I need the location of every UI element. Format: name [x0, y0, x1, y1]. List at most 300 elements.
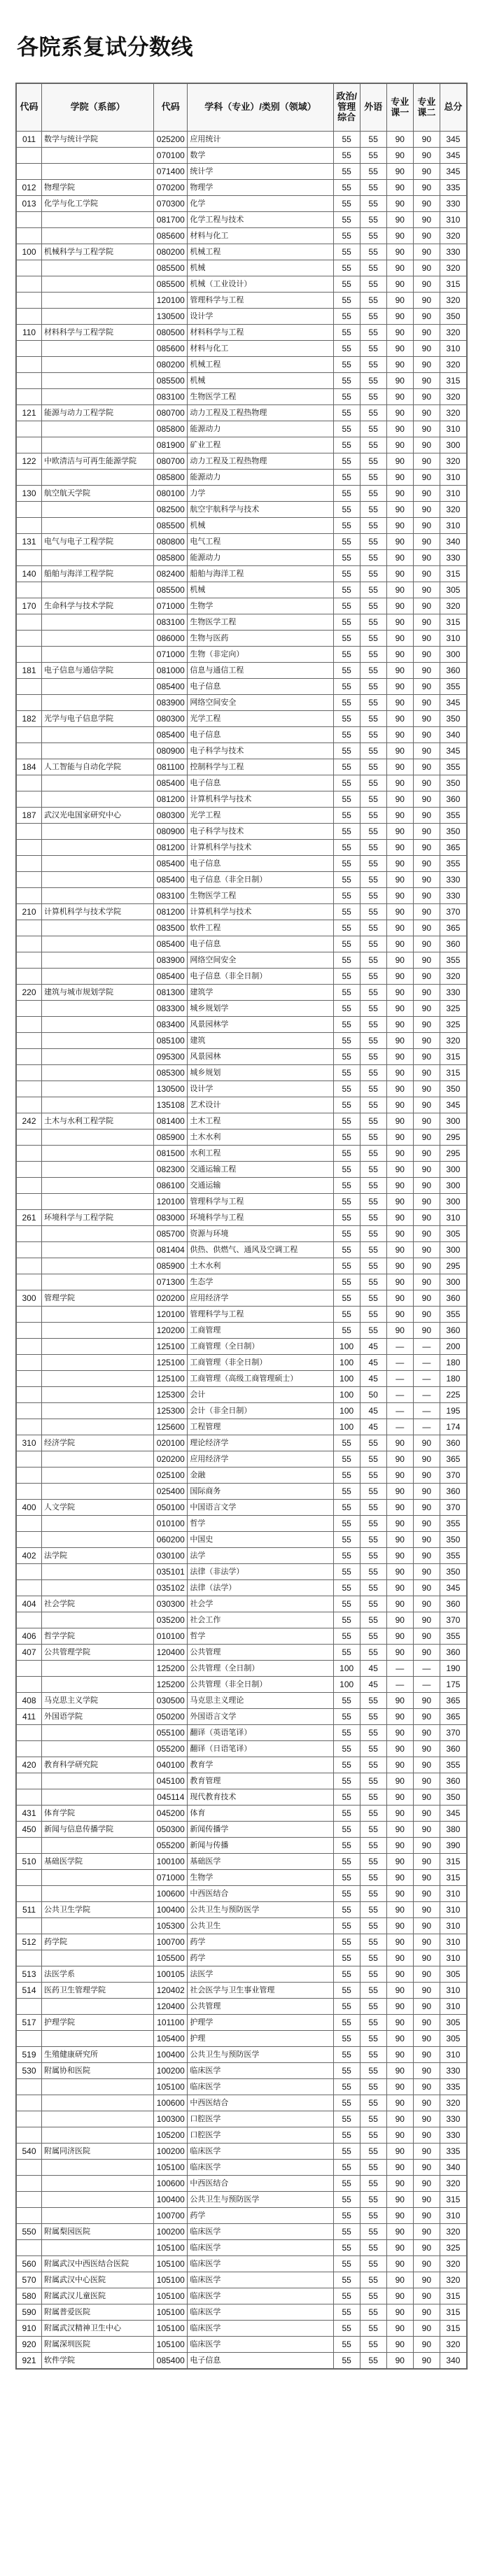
- cell-subject-code: 045200: [154, 1806, 188, 1822]
- cell-subject2: 90: [413, 2288, 440, 2304]
- cell-subject1: 90: [386, 1983, 413, 1999]
- cell-foreign: 55: [360, 1789, 386, 1806]
- cell-politics: 55: [333, 1548, 360, 1564]
- cell-college-code: 310: [17, 1435, 42, 1451]
- cell-college-code: [17, 1918, 42, 1934]
- cell-politics: 55: [333, 389, 360, 405]
- cell-subject-name: 口腔医学: [188, 2127, 333, 2144]
- cell-college-name: 附属同济医院: [42, 2144, 154, 2160]
- cell-college-name: [42, 1162, 154, 1178]
- cell-total: 315: [440, 1870, 466, 1886]
- cell-college-name: 航空航天学院: [42, 486, 154, 502]
- cell-college-name: 附属武汉中心医院: [42, 2272, 154, 2288]
- cell-total: 310: [440, 1950, 466, 1966]
- cell-subject-name: 中国语言文学: [188, 1500, 333, 1516]
- cell-subject-code: 083100: [154, 888, 188, 904]
- cell-total: 340: [440, 727, 466, 743]
- cell-college-name: 附属武汉精神卫生中心: [42, 2321, 154, 2337]
- cell-subject2: 90: [413, 2176, 440, 2192]
- cell-subject-code: 080700: [154, 453, 188, 470]
- cell-subject-name: 公共卫生与预防医学: [188, 2047, 333, 2063]
- page-title: 各院系复试分数线: [17, 34, 193, 60]
- cell-foreign: 55: [360, 325, 386, 341]
- cell-subject2: 90: [413, 969, 440, 985]
- header-college-code: 代码: [17, 84, 42, 132]
- cell-subject-name: 电子信息: [188, 2353, 333, 2369]
- cell-subject-code: 080300: [154, 711, 188, 727]
- cell-college-code: 513: [17, 1966, 42, 1983]
- cell-college-code: [17, 1097, 42, 1113]
- cell-politics: 55: [333, 453, 360, 470]
- cell-subject-name: 护理学: [188, 2015, 333, 2031]
- cell-college-name: [42, 1226, 154, 1242]
- cell-subject-name: 法学: [188, 1548, 333, 1564]
- cell-college-code: 411: [17, 1709, 42, 1725]
- cell-politics: 55: [333, 2079, 360, 2095]
- cell-subject1: 90: [386, 293, 413, 309]
- table-row: [17, 1612, 467, 1628]
- cell-politics: 55: [333, 1532, 360, 1548]
- cell-college-code: [17, 1162, 42, 1178]
- cell-politics: 55: [333, 1435, 360, 1451]
- cell-total: 345: [440, 132, 466, 148]
- cell-total: 360: [440, 936, 466, 952]
- cell-subject-name: 现代教育技术: [188, 1789, 333, 1806]
- cell-subject-name: 计算机科学与技术: [188, 840, 333, 856]
- cell-subject-code: 083400: [154, 1017, 188, 1033]
- cell-politics: 55: [333, 1838, 360, 1854]
- cell-college-code: [17, 1580, 42, 1596]
- cell-subject-name: 公共管理: [188, 1999, 333, 2015]
- cell-subject1: 90: [386, 1902, 413, 1918]
- cell-college-name: 公共卫生学院: [42, 1902, 154, 1918]
- cell-subject-name: 机械: [188, 518, 333, 534]
- cell-subject-code: 100200: [154, 2224, 188, 2240]
- cell-subject-code: 081300: [154, 985, 188, 1001]
- cell-subject2: 90: [413, 1773, 440, 1789]
- cell-total: 330: [440, 550, 466, 566]
- cell-subject2: 90: [413, 808, 440, 824]
- table-row: [17, 1307, 467, 1323]
- cell-subject-name: 信息与通信工程: [188, 663, 333, 679]
- cell-subject1: —: [386, 1403, 413, 1419]
- cell-college-code: 121: [17, 405, 42, 421]
- cell-subject-name: 应用经济学: [188, 1451, 333, 1468]
- cell-total: 320: [440, 969, 466, 985]
- cell-politics: 55: [333, 228, 360, 244]
- cell-college-code: 590: [17, 2304, 42, 2321]
- cell-subject-code: 025100: [154, 1468, 188, 1484]
- cell-subject-name: 法律（非法学）: [188, 1564, 333, 1580]
- cell-college-code: [17, 582, 42, 598]
- cell-total: 310: [440, 1210, 466, 1226]
- cell-subject1: 90: [386, 1918, 413, 1934]
- table-row: [17, 1741, 467, 1757]
- cell-foreign: 55: [360, 1709, 386, 1725]
- cell-subject-name: 控制科学与工程: [188, 759, 333, 775]
- cell-subject-code: 085400: [154, 679, 188, 695]
- cell-college-name: 生殖健康研究所: [42, 2047, 154, 2063]
- cell-college-code: [17, 1081, 42, 1097]
- cell-politics: 100: [333, 1419, 360, 1435]
- cell-subject-name: 力学: [188, 486, 333, 502]
- cell-subject-code: 085500: [154, 276, 188, 293]
- cell-subject2: 90: [413, 2127, 440, 2144]
- cell-college-name: [42, 518, 154, 534]
- cell-foreign: 55: [360, 1806, 386, 1822]
- cell-college-code: 580: [17, 2288, 42, 2304]
- table-row: [17, 2240, 467, 2256]
- cell-subject2: 90: [413, 952, 440, 969]
- cell-subject1: 90: [386, 1290, 413, 1307]
- cell-subject2: 90: [413, 1001, 440, 1017]
- cell-subject-code: 083000: [154, 1210, 188, 1226]
- cell-politics: 55: [333, 437, 360, 453]
- cell-total: 330: [440, 872, 466, 888]
- cell-politics: 55: [333, 2031, 360, 2047]
- cell-total: 320: [440, 2337, 466, 2353]
- cell-college-code: [17, 293, 42, 309]
- cell-subject1: 90: [386, 1129, 413, 1146]
- cell-total: 320: [440, 260, 466, 276]
- table-row: [17, 2095, 467, 2111]
- cell-college-name: [42, 1049, 154, 1065]
- cell-subject2: 90: [413, 759, 440, 775]
- table-row: [17, 1886, 467, 1902]
- cell-foreign: 55: [360, 534, 386, 550]
- cell-foreign: 55: [360, 614, 386, 631]
- cell-foreign: 55: [360, 1870, 386, 1886]
- table-row: [17, 2063, 467, 2079]
- cell-subject-code: 085100: [154, 1033, 188, 1049]
- cell-foreign: 55: [360, 132, 386, 148]
- table-row: [17, 2192, 467, 2208]
- cell-politics: 55: [333, 1307, 360, 1323]
- cell-subject-name: 能源动力: [188, 421, 333, 437]
- cell-subject-name: 公共卫生与预防医学: [188, 1902, 333, 1918]
- cell-subject2: 90: [413, 2321, 440, 2337]
- cell-foreign: 55: [360, 1580, 386, 1596]
- cell-subject1: 90: [386, 244, 413, 260]
- table-row: [17, 1950, 467, 1966]
- cell-politics: 55: [333, 840, 360, 856]
- cell-politics: 55: [333, 1323, 360, 1339]
- cell-college-name: 法医学系: [42, 1966, 154, 1983]
- cell-politics: 55: [333, 2321, 360, 2337]
- cell-college-code: [17, 1033, 42, 1049]
- cell-politics: 55: [333, 1596, 360, 1612]
- cell-politics: 55: [333, 373, 360, 389]
- cell-total: 355: [440, 679, 466, 695]
- cell-subject-code: 125200: [154, 1677, 188, 1693]
- cell-total: 195: [440, 1403, 466, 1419]
- cell-subject2: 90: [413, 470, 440, 486]
- cell-foreign: 55: [360, 212, 386, 228]
- cell-subject1: 90: [386, 904, 413, 920]
- cell-subject2: 90: [413, 2272, 440, 2288]
- cell-subject-name: 计算机科学与技术: [188, 904, 333, 920]
- cell-subject2: 90: [413, 1258, 440, 1274]
- cell-subject2: —: [413, 1419, 440, 1435]
- cell-college-code: [17, 1741, 42, 1757]
- cell-total: 345: [440, 148, 466, 164]
- cell-college-code: [17, 952, 42, 969]
- cell-subject1: 90: [386, 1274, 413, 1290]
- cell-total: 365: [440, 920, 466, 936]
- cell-college-name: [42, 1194, 154, 1210]
- cell-total: 200: [440, 1339, 466, 1355]
- cell-college-code: 408: [17, 1693, 42, 1709]
- cell-subject-name: 临床医学: [188, 2063, 333, 2079]
- cell-total: 320: [440, 293, 466, 309]
- cell-college-name: [42, 1001, 154, 1017]
- cell-college-name: [42, 679, 154, 695]
- table-row: [17, 582, 467, 598]
- cell-subject2: 90: [413, 1210, 440, 1226]
- cell-subject1: 90: [386, 582, 413, 598]
- cell-subject2: 90: [413, 598, 440, 614]
- cell-foreign: 55: [360, 1468, 386, 1484]
- cell-subject-code: 100700: [154, 1934, 188, 1950]
- cell-subject-name: 电子科学与技术: [188, 743, 333, 759]
- table-row: [17, 775, 467, 791]
- table-row: [17, 1017, 467, 1033]
- table-row: [17, 325, 467, 341]
- cell-foreign: 55: [360, 2256, 386, 2272]
- cell-subject-name: 工商管理（非全日制）: [188, 1355, 333, 1371]
- cell-subject-code: 105100: [154, 2256, 188, 2272]
- cell-subject-code: 083100: [154, 614, 188, 631]
- cell-subject2: 90: [413, 389, 440, 405]
- cell-college-name: [42, 775, 154, 791]
- table-row: [17, 1484, 467, 1500]
- cell-subject-name: 社会工作: [188, 1612, 333, 1628]
- table-row: [17, 743, 467, 759]
- cell-college-code: [17, 1950, 42, 1966]
- cell-college-name: [42, 856, 154, 872]
- cell-foreign: 45: [360, 1339, 386, 1355]
- cell-foreign: 55: [360, 566, 386, 582]
- cell-college-code: [17, 1886, 42, 1902]
- cell-subject2: 90: [413, 228, 440, 244]
- cell-subject1: 90: [386, 920, 413, 936]
- cell-subject1: 90: [386, 2063, 413, 2079]
- cell-foreign: 55: [360, 985, 386, 1001]
- cell-subject-name: 建筑学: [188, 985, 333, 1001]
- cell-college-code: 140: [17, 566, 42, 582]
- cell-college-name: [42, 1580, 154, 1596]
- cell-college-name: 建筑与城市规划学院: [42, 985, 154, 1001]
- cell-subject2: 90: [413, 904, 440, 920]
- cell-total: 355: [440, 1628, 466, 1645]
- cell-college-code: [17, 1258, 42, 1274]
- table-row: [17, 2031, 467, 2047]
- cell-politics: 55: [333, 711, 360, 727]
- cell-total: 305: [440, 1226, 466, 1242]
- cell-college-name: 材料科学与工程学院: [42, 325, 154, 341]
- cell-subject1: 90: [386, 2192, 413, 2208]
- cell-subject1: 90: [386, 2256, 413, 2272]
- cell-total: 360: [440, 1741, 466, 1757]
- cell-subject1: 90: [386, 1854, 413, 1870]
- table-row: [17, 373, 467, 389]
- cell-college-code: 920: [17, 2337, 42, 2353]
- cell-college-name: [42, 1612, 154, 1628]
- cell-total: 355: [440, 952, 466, 969]
- cell-foreign: 55: [360, 1242, 386, 1258]
- cell-subject-code: 120200: [154, 1323, 188, 1339]
- cell-total: 360: [440, 1484, 466, 1500]
- cell-college-name: [42, 1564, 154, 1580]
- cell-politics: 55: [333, 647, 360, 663]
- cell-politics: 55: [333, 2160, 360, 2176]
- cell-politics: 55: [333, 2015, 360, 2031]
- cell-subject2: 90: [413, 1612, 440, 1628]
- cell-subject2: 90: [413, 1468, 440, 1484]
- table-row: [17, 1162, 467, 1178]
- cell-subject-name: 生物与医药: [188, 631, 333, 647]
- cell-subject-name: 临床医学: [188, 2144, 333, 2160]
- cell-college-name: 计算机科学与技术学院: [42, 904, 154, 920]
- cell-college-name: 电气与电子工程学院: [42, 534, 154, 550]
- cell-subject2: 90: [413, 1113, 440, 1129]
- cell-subject-code: 100200: [154, 2144, 188, 2160]
- cell-college-name: [42, 1178, 154, 1194]
- cell-subject1: 90: [386, 1806, 413, 1822]
- cell-subject2: 90: [413, 775, 440, 791]
- cell-subject1: 90: [386, 1484, 413, 1500]
- cell-foreign: 55: [360, 679, 386, 695]
- cell-college-name: [42, 1097, 154, 1113]
- table-row: [17, 1854, 467, 1870]
- cell-foreign: 55: [360, 2321, 386, 2337]
- cell-total: 320: [440, 357, 466, 373]
- cell-subject-code: 081000: [154, 663, 188, 679]
- cell-subject1: 90: [386, 389, 413, 405]
- cell-subject-code: 125300: [154, 1387, 188, 1403]
- cell-subject1: 90: [386, 2208, 413, 2224]
- cell-politics: 100: [333, 1355, 360, 1371]
- cell-subject-code: 085500: [154, 582, 188, 598]
- cell-politics: 55: [333, 1693, 360, 1709]
- table-row: [17, 389, 467, 405]
- cell-college-name: [42, 647, 154, 663]
- cell-subject-code: 085600: [154, 341, 188, 357]
- cell-total: 310: [440, 2208, 466, 2224]
- cell-politics: 55: [333, 1081, 360, 1097]
- cell-subject-code: 085300: [154, 1065, 188, 1081]
- cell-college-code: [17, 872, 42, 888]
- table-row: [17, 244, 467, 260]
- cell-subject-code: 105400: [154, 2031, 188, 2047]
- cell-subject2: 90: [413, 132, 440, 148]
- cell-subject-code: 095300: [154, 1049, 188, 1065]
- table-row: [17, 550, 467, 566]
- cell-foreign: 45: [360, 1419, 386, 1435]
- cell-subject2: —: [413, 1403, 440, 1419]
- cell-subject2: 90: [413, 2111, 440, 2127]
- table-row: [17, 1451, 467, 1468]
- cell-subject2: 90: [413, 824, 440, 840]
- cell-foreign: 55: [360, 164, 386, 180]
- cell-foreign: 55: [360, 840, 386, 856]
- cell-subject2: 90: [413, 212, 440, 228]
- cell-subject-code: 105100: [154, 2240, 188, 2256]
- cell-foreign: 55: [360, 1934, 386, 1950]
- cell-total: 360: [440, 1596, 466, 1612]
- cell-total: 370: [440, 1725, 466, 1741]
- cell-subject-name: 临床医学: [188, 2079, 333, 2095]
- table-row: [17, 1999, 467, 2015]
- cell-politics: 55: [333, 2127, 360, 2144]
- cell-politics: 55: [333, 1065, 360, 1081]
- cell-college-code: 420: [17, 1757, 42, 1773]
- cell-subject1: 90: [386, 148, 413, 164]
- table-row: [17, 437, 467, 453]
- cell-total: 355: [440, 1548, 466, 1564]
- cell-total: 320: [440, 2095, 466, 2111]
- cell-college-name: [42, 357, 154, 373]
- cell-subject1: 90: [386, 2304, 413, 2321]
- cell-subject2: 90: [413, 2256, 440, 2272]
- cell-subject-code: 035200: [154, 1612, 188, 1628]
- cell-politics: 55: [333, 1242, 360, 1258]
- cell-subject-name: 设计学: [188, 1081, 333, 1097]
- cell-college-code: 550: [17, 2224, 42, 2240]
- table-row: [17, 2256, 467, 2272]
- table-row: [17, 2144, 467, 2160]
- cell-college-code: 012: [17, 180, 42, 196]
- cell-subject2: 90: [413, 1596, 440, 1612]
- cell-subject1: —: [386, 1371, 413, 1387]
- cell-politics: 100: [333, 1371, 360, 1387]
- table-row: [17, 1226, 467, 1242]
- cell-college-code: [17, 1387, 42, 1403]
- cell-college-code: [17, 1403, 42, 1419]
- cell-subject-name: 电子信息: [188, 679, 333, 695]
- cell-subject-name: 风景园林学: [188, 1017, 333, 1033]
- cell-politics: 55: [333, 196, 360, 212]
- cell-foreign: 55: [360, 1033, 386, 1049]
- cell-college-name: 经济学院: [42, 1435, 154, 1451]
- cell-subject-name: 生物医学工程: [188, 389, 333, 405]
- cell-foreign: 55: [360, 357, 386, 373]
- cell-college-name: [42, 1274, 154, 1290]
- cell-foreign: 55: [360, 2208, 386, 2224]
- table-row: [17, 164, 467, 180]
- table-row: [17, 1966, 467, 1983]
- cell-total: 330: [440, 2111, 466, 2127]
- cell-subject1: 90: [386, 1323, 413, 1339]
- cell-total: 320: [440, 325, 466, 341]
- cell-college-name: [42, 1146, 154, 1162]
- cell-foreign: 55: [360, 1484, 386, 1500]
- cell-college-name: [42, 952, 154, 969]
- cell-subject1: 90: [386, 663, 413, 679]
- table-row: [17, 614, 467, 631]
- cell-politics: 55: [333, 1129, 360, 1146]
- cell-subject2: 90: [413, 888, 440, 904]
- cell-subject2: 90: [413, 148, 440, 164]
- cell-total: 335: [440, 180, 466, 196]
- cell-subject-code: 050200: [154, 1709, 188, 1725]
- cell-total: 305: [440, 2015, 466, 2031]
- cell-total: 345: [440, 1580, 466, 1596]
- cell-college-name: [42, 888, 154, 904]
- cell-total: 330: [440, 244, 466, 260]
- header-subject2: 专业课二: [413, 84, 440, 132]
- cell-subject1: 90: [386, 1451, 413, 1468]
